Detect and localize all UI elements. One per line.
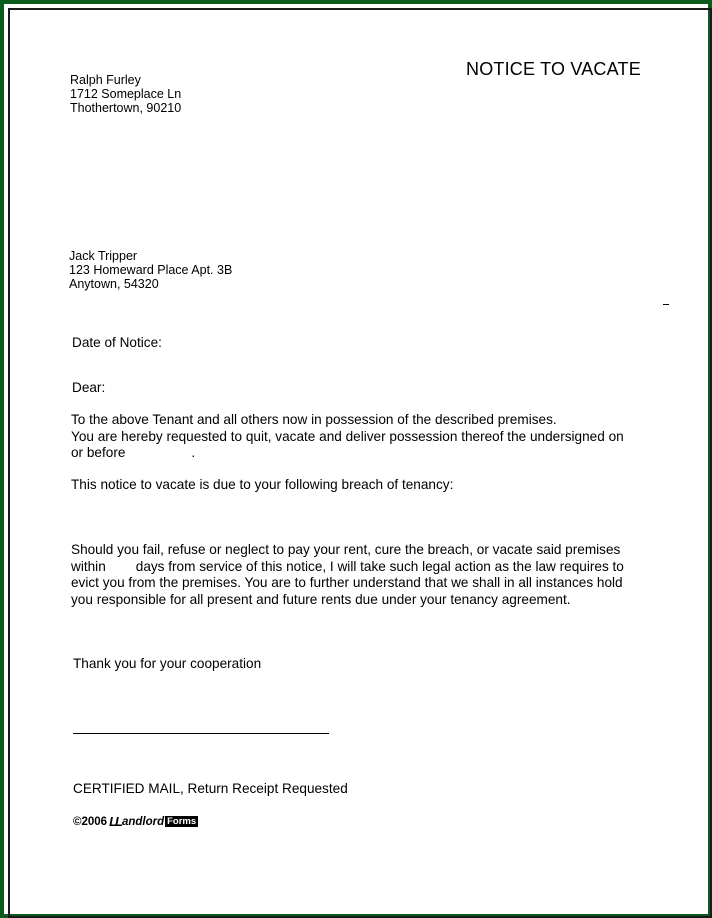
sender-name: Ralph Furley: [70, 73, 141, 87]
recipient-name: Jack Tripper: [69, 249, 138, 263]
sender-address: [70, 73, 181, 115]
recipient-street: 123 Homeward Place Apt. 3B: [69, 263, 233, 277]
paragraph-line: You are hereby requested to quit, vacate and deliver possession thereof the undersigned on: [71, 428, 624, 444]
paragraph-line: [71, 559, 624, 576]
copyright-notice: [73, 814, 198, 829]
sender-city-zip: Thothertown, 90210: [70, 101, 182, 115]
recipient-city-zip: Anytown, 54320: [69, 277, 159, 291]
margin-dash-mark: [663, 304, 669, 305]
recipient-address: [69, 249, 232, 291]
paragraph-line: you responsible for all present and future rents due under your tenancy agreement.: [71, 591, 571, 607]
paragraph-line: evict you from the premises. You are to further understand that we shall in all instances hold: [71, 575, 623, 590]
or-before-text: or before: [71, 445, 126, 460]
logo-text: andlord: [121, 815, 165, 828]
logo-mark: LL: [109, 814, 121, 829]
within-text: within: [71, 558, 106, 574]
days-text: days from service of this notice, I will take such legal action as the law requires to: [135, 558, 624, 574]
document-title: NOTICE TO VACATE: [466, 59, 641, 79]
logo-badge: Forms: [167, 816, 197, 827]
vacate-request-paragraph: [71, 412, 624, 462]
breach-statement: This notice to vacate is due to your following breach of tenancy:: [71, 477, 454, 492]
period-text: .: [191, 445, 196, 460]
paragraph-line: Should you fail, refuse or neglect to pay your rent, cure the breach, or vacate said premises: [71, 542, 621, 557]
paragraph-line: To the above Tenant and all others now in possession of the described premises.: [71, 412, 557, 427]
certified-mail-note: CERTIFIED MAIL, Return Receipt Requested: [73, 781, 348, 796]
closing-line: Thank you for your cooperation: [73, 656, 262, 671]
salutation: Dear:: [72, 380, 106, 395]
date-of-notice-label: Date of Notice:: [72, 335, 162, 350]
signature-line: [73, 733, 329, 734]
landlord-forms-logo: [109, 814, 198, 829]
paragraph-line: [71, 445, 624, 462]
legal-action-paragraph: [71, 542, 624, 608]
sender-street: 1712 Someplace Ln: [70, 87, 182, 101]
copyright-text: ©2006: [73, 815, 108, 828]
